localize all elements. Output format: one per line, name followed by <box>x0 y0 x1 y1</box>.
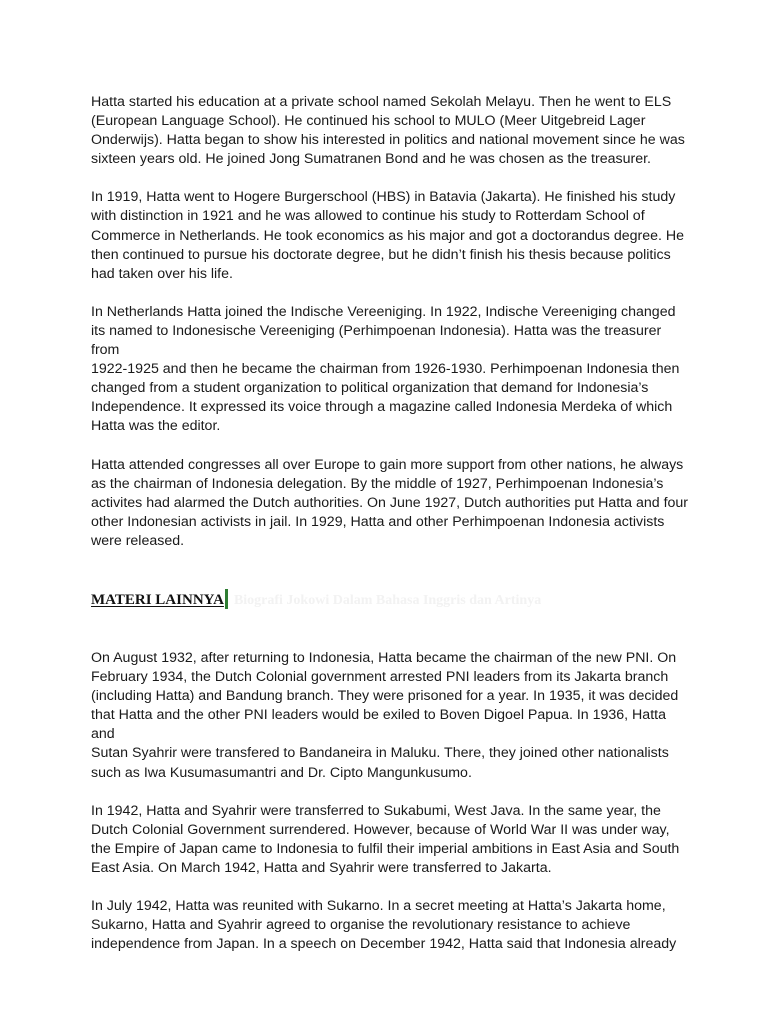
paragraph-education: Hatta started his education at a private school named Sekolah Melayu. Then he went to ELS (European Language School). He continued his school to MULO (Meer Uitgebreid Lager Onderwijs). Hatta began to show his interested in politics and national movement since he was sixteen years old. He joined Jong Sumatranen Bond and he was chosen as the treasurer. <box>91 94 685 168</box>
paragraph-pni-exile: On August 1932, after returning to Indonesia, Hatta became the chairman of the new PNI. On February 1934, the Dutch Colonial government arrested PNI leaders from its Jakarta branch (including Hatta) and Bandung branch. They were prisoned for a year. In 1935, it was decided that Hatta and the other PNI leaders would be exiled to Boven Digoel Papua. In 1936, Hatta and Sutan Syahrir were transfered to Bandaneira in Maluku. There, they joined other nationalists such as Iwa Kusumasumantri and Dr. Cipto Mangunkusumo. <box>91 649 679 781</box>
document-page <box>91 93 691 954</box>
paragraph-world-war-ii: In 1942, Hatta and Syahrir were transferred to Sukabumi, West Java. In the same year, the Dutch Colonial Government surrendered. However, because of World War II was under way, the Empire of Japan came to Indonesia to fulfil their imperial ambitions in East Asia and South East Asia. On March 1942, Hatta and Syahrir were transferred to Jakarta. <box>91 802 680 876</box>
paragraph-sukarno-meeting: In July 1942, Hatta was reunited with Sukarno. In a secret meeting at Hatta’s Jakarta home, Sukarno, Hatta and Syahrir agreed to organise the revolutionary resistance to achieve independence from Japan. In a speech on December 1942, Hatta said that Indonesia already <box>91 898 677 953</box>
materi-lainnya-label: MATERI LAINNYA <box>91 591 224 608</box>
paragraph-hbs-rotterdam: In 1919, Hatta went to Hogere Burgerschool (HBS) in Batavia (Jakarta). He finished his study with distinction in 1921 and he was allowed to continue his study to Rotterdam School of Commerce in Netherlands. He took economics as his major and got a doctorandus degree. He then continued to pursue his doctorate degree, but he didn’t finish his thesis because politics had taken over his life. <box>91 189 685 282</box>
paragraph-congresses: Hatta attended congresses all over Europe to gain more support from other nations, he always as the chairman of Indonesia delegation. By the middle of 1927, Perhimpoenan Indonesia’s activites had alarmed the Dutch authorities. On June 1927, Dutch authorities put Hatta and four other Indonesian activists in jail. In 1929, Hatta and other Perhimpoenan Indonesia activists were released. <box>91 456 689 549</box>
related-article-link[interactable]: Biografi Jokowi Dalam Bahasa Inggris dan Artinya <box>233 592 542 608</box>
related-articles-row <box>91 587 691 609</box>
accent-bar <box>225 589 228 609</box>
paragraph-indische-vereeniging: In Netherlands Hatta joined the Indische Vereeniging. In 1922, Indische Vereeniging changed its named to Indonesische Vereeniging (Perhimpoenan Indonesia). Hatta was the treasurer from 1922-1925 and then he became the chairman from 1926-1930. Perhimpoenan Indonesia then changed from a student organization to political organization that demand for Indonesia’s Independence. It expressed its voice through a magazine called Indonesia Merdeka of which Hatta was the editor. <box>91 303 680 435</box>
